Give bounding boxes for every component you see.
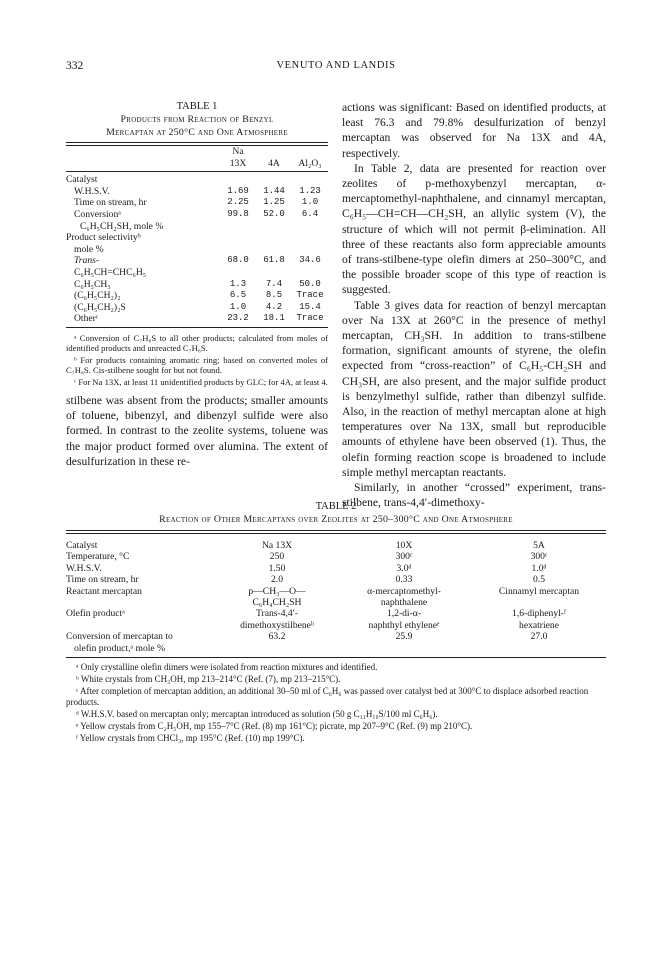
table1-cell: Trace	[296, 290, 324, 301]
table1-cell: 15.4	[299, 301, 321, 312]
table1-row	[66, 197, 328, 209]
table1-cell: 8.5	[265, 290, 283, 301]
table1-cell	[292, 174, 328, 186]
table1-col-group: Na	[232, 146, 244, 157]
table1-header-group	[66, 146, 328, 158]
table2-cell: 0.5	[533, 574, 545, 586]
table1-top-rule	[66, 142, 328, 143]
table2-header-cell: Catalyst	[66, 540, 98, 551]
table2-top-rule-2	[66, 533, 606, 534]
table1-bottom-rule	[66, 327, 328, 328]
table1-cell: 1.0	[301, 197, 319, 208]
table2-footnote: ᵇ White crystals from CH₃OH, mp 213–214°C (Ref. (7), mp 213–215°C).	[76, 674, 341, 685]
table1-cell	[220, 232, 256, 244]
table2-cell: 1,2-di-α- naphthyl ethyleneᵉ	[368, 608, 440, 631]
table2-footnote: ᵉ Yellow crystals from C₂H₅OH, mp 155–7°C (Ref. (8) mp 161°C); picrate, mp 207–9°C (Ref. (9) mp 210°C).	[76, 721, 473, 732]
table1-cell: 6.5	[229, 290, 247, 301]
table1-row	[66, 255, 328, 267]
table2-cell: Cinnamyl mercaptan	[498, 585, 580, 597]
table1-row	[66, 244, 328, 256]
table1-row-label: C₆H₅CH=CHC₆H₅	[74, 266, 147, 278]
table1-row-label: C₆H₅CH₃	[74, 278, 111, 290]
table1-row	[66, 290, 328, 302]
table2-footnote: ᵃ Only crystalline olefin dimers were isolated from reaction mixtures and identified.	[76, 662, 378, 673]
table2-cell: 63.2	[268, 631, 286, 643]
table1-cell: 34.6	[299, 255, 321, 266]
table1-cell	[292, 221, 328, 233]
table2-cell: 300ᶜ	[395, 551, 413, 563]
table1-row	[66, 209, 328, 221]
table2-row-label: Conversion of mercaptan to olefin product,ᵃ mole %	[66, 631, 173, 654]
table1-cell	[220, 267, 256, 279]
table2-row-label: W.H.S.V.	[66, 562, 102, 574]
table2-row	[66, 551, 606, 562]
table2-cell: 25.9	[395, 631, 413, 643]
table1-row	[66, 313, 328, 325]
table2-cell: 1.50	[268, 562, 286, 574]
table2-header-cell: Na 13X	[261, 540, 293, 551]
table2-cell: p—CH₃—O— C₆H₄CH₂SH	[248, 585, 306, 609]
table1-row-label: mole %	[74, 243, 104, 255]
right-body-paragraph: Similarly, in another “crossed” experiment, trans-stilbene, trans-4,4′-dimethoxy-	[342, 481, 606, 510]
right-body-paragraph: actions was significant: Based on identified products, at least 76.3 and 79.8% desulfurization of benzyl mercaptan was observed for Na 13X and 4A, respectively.	[342, 101, 606, 160]
table1-caption	[66, 100, 328, 139]
table2-footnotes	[66, 662, 606, 744]
table2-cell: 3.0ᵈ	[396, 562, 412, 574]
table1-footnote: ᵃ Conversion of C₇H₈S to all other products; calculated from moles of identified products and unreacted C₇H₈S.	[66, 332, 328, 354]
table2-title: TABLE 2	[315, 501, 357, 512]
table1-cell: 4.2	[265, 301, 283, 312]
table2-row	[66, 631, 606, 654]
table2-row	[66, 608, 606, 631]
table1-footnote: ᶜ For Na 13X, at least 11 unidentified products by GLC; for 4A, at least 4.	[74, 376, 328, 387]
table2	[66, 537, 606, 654]
table1-cell	[256, 244, 292, 256]
table2-footnote: ᵈ W.H.S.V. based on mercaptan only; mercaptan introduced as solution (50 g C₁₁H₁₀S/100 ml C₆H₆).	[76, 709, 438, 720]
table2-row-label: Temperature, °C	[66, 551, 130, 563]
table1-header-row	[66, 158, 328, 170]
table2-block	[66, 500, 606, 745]
table2-bottom-rule	[66, 657, 606, 658]
table1-col-header: 4A	[268, 157, 280, 169]
table1-cell: 52.0	[263, 208, 285, 219]
table1-row-label: (C₆H₅CH₂)₂	[74, 290, 121, 302]
table2-row	[66, 563, 606, 574]
table1-cell: 61.8	[263, 255, 285, 266]
table1-footnote: ᵇ For products containing aromatic ring; based on converted moles of C₇H₈S. Cis-stilbene sought for but not found.	[66, 354, 328, 376]
table1-cell	[292, 244, 328, 256]
running-title: VENUTO AND LANDIS	[276, 60, 396, 71]
table1-footnotes	[66, 333, 328, 387]
table1-cell	[256, 232, 292, 244]
table1-cell: 18.1	[263, 313, 285, 324]
table1-row	[66, 221, 328, 233]
table1-cell: 1.3	[229, 278, 247, 289]
left-column	[66, 100, 328, 469]
table1-row-label: C₆H₅CH₂SH, mole %	[80, 220, 164, 232]
table1-row	[66, 186, 328, 198]
table2-header-row	[66, 537, 606, 551]
table2-footnote: ᶠ Yellow crystals from CHCl₃, mp 195°C (Ref. (10) mp 199°C).	[76, 733, 305, 744]
table1-row-label: Conversionᵃ	[74, 208, 121, 220]
table2-cell: 2.0	[271, 574, 283, 586]
table2-header-cell: 10X	[395, 540, 413, 551]
left-body-paragraph: stilbene was absent from the products; smaller amounts of toluene, bibenzyl, and dibenzyl sulfide were also formed. In contrast to the zeolite systems, toluene was the major product formed over alumina. The extent of desulfurization in these re-	[66, 393, 328, 468]
right-body-paragraph: In Table 2, data are presented for reaction over zeolites of p-methoxybenzyl mercaptan, α-mercaptomethyl-naphthalene, and cinnamyl mercaptan, C₆H₅—CH=CH—CH₂SH, an allylic system (V), the structure of which will not permit β-elimination. All three of these reactants also form appreciable amounts of trans-stilbene-type olefin dimers at 250–300°C, and the possible broader scope of this type of reaction is suggested.	[342, 161, 606, 297]
table1-cell	[220, 174, 256, 186]
table2-cell: 300ᶜ	[530, 551, 548, 563]
table1-cell	[220, 221, 256, 233]
table2-top-rule	[66, 530, 606, 531]
table1-cell: 99.8	[227, 208, 249, 219]
table2-row-label: Time on stream, hr	[66, 574, 139, 586]
page-number: 332	[66, 60, 84, 72]
table2-row	[66, 574, 606, 585]
table1-cell: 68.0	[227, 255, 249, 266]
table1-caption-line2: Mercaptan at 250°C and One Atmosphere	[106, 127, 288, 138]
table2-cell: α-mercaptomethyl- naphthalene	[367, 585, 441, 609]
table2-row	[66, 586, 606, 609]
table1-cell: 1.0	[229, 301, 247, 312]
table1-cell: 6.4	[301, 208, 319, 219]
table1-row-label: Time on stream, hr	[74, 197, 147, 209]
table2-row-label: Reactant mercaptan	[66, 585, 142, 597]
table1	[66, 146, 328, 325]
table2-cell: 1,6-diphenyl-ᶠ hexatriene	[512, 608, 566, 631]
table1-col-header: Al₂O₃	[298, 157, 322, 169]
table2-cell: 1.0ᵈ	[531, 562, 547, 574]
table1-row	[66, 302, 328, 314]
table2-caption	[66, 500, 606, 526]
table1-cell: 1.25	[263, 197, 285, 208]
table2-footnote: ᶜ After completion of mercaptan addition, an additional 30–50 ml of C₆H₆ was passed over catalyst bed at 300°C to displace adsorbed reaction products.	[66, 686, 589, 708]
table1-row	[66, 279, 328, 291]
table1-row-label: (C₆H₅CH₂)₂S	[74, 301, 126, 313]
table1-cell: 1.69	[227, 185, 249, 196]
table1-row-label: Trans-	[74, 255, 100, 267]
table1-row	[66, 232, 328, 244]
table1-title: TABLE 1	[176, 101, 218, 112]
table1-col-header: 13X	[229, 157, 247, 169]
right-body-paragraph: Table 3 gives data for reaction of benzyl mercaptan over Na 13X at 260°C in the presence of methyl mercaptan, CH₃SH. In addition to trans-stilbene formation, significant amounts of styrene, the olefin expected from “cross-reaction” of C₆H₅-CH₂SH and CH₃SH, are also present, and the major sulfide product is benzylmethyl sulfide, rather than dibenzyl sulfide. Also, in the reaction of methyl mercaptan alone at high temperatures over Na 13X, small but reproducible amounts of ethylene have been observed (1). Thus, the olefin forming reaction scope is broadened to include simple methyl mercaptan reactants.	[342, 298, 606, 479]
journal-page	[66, 60, 606, 744]
right-column	[342, 100, 606, 510]
page-header	[66, 60, 606, 76]
table1-cell	[256, 174, 292, 186]
table1-cell: 23.2	[227, 313, 249, 324]
table2-cell: 0.33	[395, 574, 413, 586]
table1-header-rule	[66, 171, 328, 172]
table1-row	[66, 267, 328, 279]
table2-cell: 250	[269, 551, 285, 563]
table2-cell: Trans-4,4′- dimethoxystilbeneᵇ	[240, 608, 314, 631]
table1-cell: 1.23	[299, 185, 321, 196]
table1-cell: 7.4	[265, 278, 283, 289]
table1-cell	[292, 232, 328, 244]
table2-caption-text: Reaction of Other Mercaptans over Zeolites at 250–300°C and One Atmosphere	[159, 514, 513, 525]
table1-cell: 2.25	[227, 197, 249, 208]
table2-header-cell: 5A	[533, 540, 545, 551]
table1-row	[66, 174, 328, 186]
table1-cell	[220, 244, 256, 256]
table1-row-label: Otherᶜ	[74, 313, 99, 325]
table1-row-label: Product selectivityᵇ	[66, 232, 141, 244]
table1-caption-line1: Products from Reaction of Benzyl	[120, 114, 274, 125]
table1-row-label: Catalyst	[66, 174, 98, 186]
table1-row-label: W.H.S.V.	[74, 185, 110, 197]
table1-cell	[292, 267, 328, 279]
table1-cell: 50.0	[299, 278, 321, 289]
table2-cell: 27.0	[530, 631, 548, 643]
table2-row-label: Olefin productᵃ	[66, 608, 125, 620]
table1-cell	[256, 267, 292, 279]
table1-cell: Trace	[296, 313, 324, 324]
table1-cell	[256, 221, 292, 233]
two-column-body	[66, 100, 606, 510]
table1-cell: 1.44	[263, 185, 285, 196]
